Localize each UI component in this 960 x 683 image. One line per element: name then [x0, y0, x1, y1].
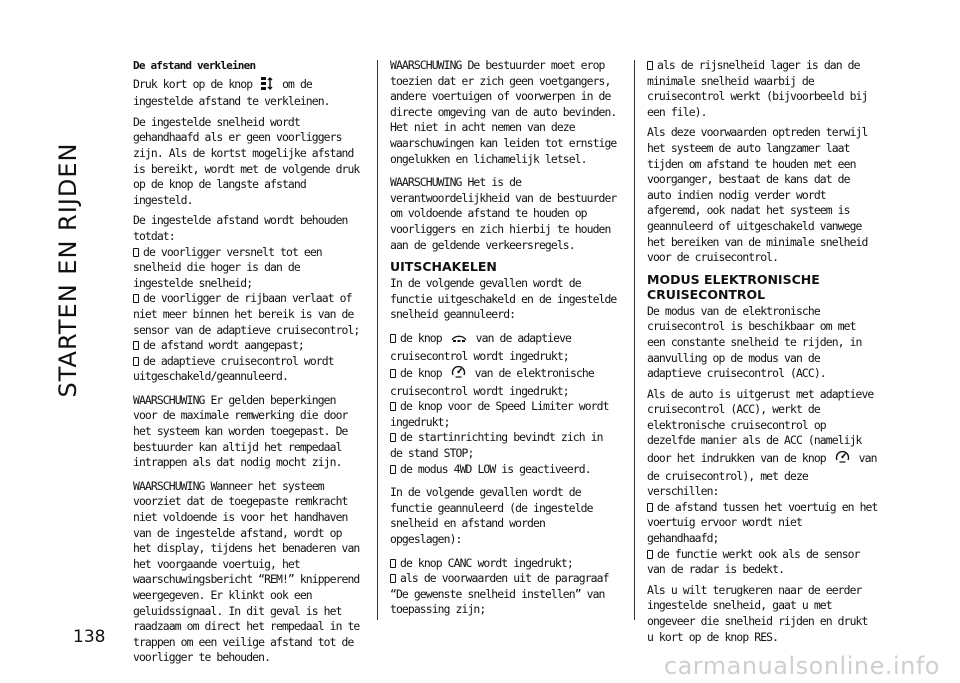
- warning-paragraph: WAARSCHUWING Wanneer het systeem voorziet dat de toegepaste remkracht niet voldoende is voor het handhaven van de ingestelde afstand, wordt op het display, tijdens het benaderen van het voorgaande voertuig, het waarschuwingsbericht “REM!” knipperend weergegeven. Er klinkt ook een geluidssignaal. In dit geval is het raadzaam om direct het rempedaal in te trappen om een veilige afstand tot de voorligger te behouden.: [133, 478, 360, 665]
- adaptive-cruise-icon: [451, 333, 467, 349]
- list-item: de adaptieve cruisecontrol wordt uitgeschakeld/geannuleerd.: [133, 353, 334, 384]
- column-1: [133, 58, 365, 671]
- paragraph: Als deze voorwaarden optreden terwijl het systeem de auto langzamer laat tijden om afstand te houden met een voorganger, bestaat de kans dat de auto indien nodig verder wordt afgeremd, ook nadat het systeem is geannuleerd of uitgeschakeld vanwege het bereiken van de minimale snelheid voor de cruisecontrol.: [647, 125, 868, 265]
- distance-setting-icon: [261, 77, 273, 95]
- section-heading-uitschakelen: UITSCHAKELEN: [390, 259, 497, 275]
- list-item: de voorligger de rijbaan verlaat of niet meer binnen het bereik is van de sensor van de adaptieve cruisecontrol;: [133, 291, 360, 337]
- square-bullet-icon: [390, 433, 396, 442]
- column-3: [647, 58, 879, 650]
- square-bullet-icon: [647, 61, 653, 70]
- list-item: de startinrichting bevindt zich in de stand STOP;: [390, 430, 603, 461]
- warning-paragraph: WAARSCHUWING Er gelden beperkingen voor de maximale remwerking die door het systeem kan worden toegepast. De bestuurder kan altijd het rempedaal intrappen als dat nodig mocht zijn.: [133, 392, 348, 470]
- paragraph: In de volgende gevallen wordt de functie uitgeschakeld en de ingestelde snelheid geannuleerd:: [390, 276, 617, 322]
- list-item: de modus 4WD LOW is geactiveerd.: [390, 462, 620, 478]
- paragraph: De ingestelde snelheid wordt gehandhaafd als er geen voorliggers zijn. Als de kortst mogelijke afstand is bereikt, wordt met de volgende druk op de knop de langste afstand ingesteld.: [133, 114, 360, 207]
- cruise-control-icon: [451, 364, 466, 384]
- square-bullet-icon: [390, 559, 396, 568]
- list-item: de voorligger versnelt tot een snelheid die hoger is dan de ingestelde snelheid;: [133, 244, 322, 290]
- column-divider: [377, 60, 378, 620]
- cruise-control-icon: [835, 449, 850, 469]
- section-heading-modus-elektronische-cruisecontrol: MODUS ELEKTRONISCHE CRUISECONTROL: [647, 271, 820, 302]
- paragraph: In de volgende gevallen wordt de functie geannuleerd (de ingestelde snelheid en afstand worden opgeslagen):: [390, 485, 593, 547]
- list-item: als de rijsnelheid lager is dan de minimale snelheid waarbij de cruisecontrol werkt (bijvoorbeeld bij een file).: [647, 58, 868, 119]
- paragraph: Druk kort op de knop om de ingestelde afstand te verkleinen.: [133, 76, 330, 109]
- warning-paragraph: WAARSCHUWING Het is de verantwoordelijkheid van de bestuurder om voldoende afstand te houden op voorliggers en zich hierbij te houden aan de geldende verkeersregels.: [390, 175, 617, 252]
- paragraph: Als de auto is uitgerust met adaptieve cruisecontrol (ACC), werkt de elektronische cruisecontrol op dezelfde manier als de ACC (namelijk door het indrukken van de knop van de cruisecontrol), met deze verschillen:: [647, 386, 877, 499]
- paragraph: De ingestelde afstand wordt behouden totdat:: [133, 213, 348, 243]
- square-bullet-icon: [390, 465, 396, 474]
- page-number: 138: [73, 627, 106, 647]
- list-item: de knop voor de Speed Limiter wordt ingedrukt;: [390, 399, 609, 429]
- list-item: de knop van de elektronische cruisecontrol wordt ingedrukt;: [390, 366, 594, 398]
- list-item: de knop CANC wordt ingedrukt;: [390, 556, 620, 572]
- chapter-title: STARTEN EN RIJDEN: [54, 142, 82, 398]
- paragraph: Als u wilt terugkeren naar de eerder ingestelde snelheid, gaat u met ongeveer die snelheid rijden en drukt u kort op de knop RES.: [647, 582, 868, 644]
- column-2: [390, 58, 620, 618]
- list-item: de afstand wordt aangepast;: [133, 338, 365, 354]
- subheading-distance-decrease: De afstand verkleinen: [133, 59, 256, 72]
- watermark: carmanualsonline.info: [663, 652, 940, 680]
- list-item: als de voorwaarden uit de paragraaf “De gewenste snelheid instellen” van toepassing zijn;: [390, 571, 609, 617]
- square-bullet-icon: [390, 369, 396, 378]
- square-bullet-icon: [133, 294, 139, 303]
- square-bullet-icon: [133, 341, 139, 350]
- square-bullet-icon: [390, 574, 396, 583]
- column-divider: [634, 60, 635, 620]
- paragraph: De modus van de elektronische cruisecontrol is beschikbaar om met een constante snelheid te rijden, in aanvulling op de modus van de adaptieve cruisecontrol (ACC).: [647, 303, 862, 381]
- warning-paragraph: WAARSCHUWING De bestuurder moet erop toezien dat er zich geen voetgangers, andere voertuigen of voorwerpen in de directe omgeving van de auto bevinden. Het niet in acht nemen van deze waarschuwingen kan leiden tot ernstige ongelukken en lichamelijk letsel.: [390, 58, 617, 166]
- square-bullet-icon: [133, 357, 139, 366]
- list-item: de knop van de adaptieve cruisecontrol wordt ingedrukt;: [390, 330, 571, 363]
- square-bullet-icon: [390, 334, 396, 343]
- list-item: de afstand tussen het voertuig en het voertuig ervoor wordt niet gehandhaafd;: [647, 499, 878, 546]
- square-bullet-icon: [390, 402, 396, 411]
- square-bullet-icon: [133, 248, 139, 257]
- square-bullet-icon: [647, 503, 653, 512]
- square-bullet-icon: [647, 550, 653, 559]
- list-item: de functie werkt ook als de sensor van de radar is bedekt.: [647, 546, 860, 577]
